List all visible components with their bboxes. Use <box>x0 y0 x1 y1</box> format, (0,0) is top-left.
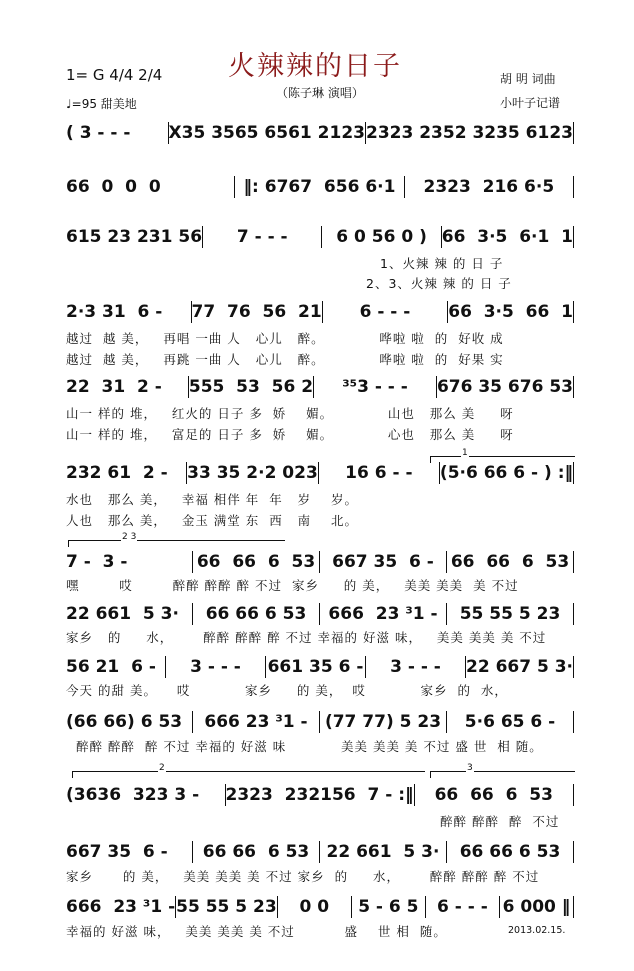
measure: 3 - - - <box>166 656 266 678</box>
measure: (77 77) 5 23 <box>320 711 447 733</box>
singer-credit: （陈子琳 演唱） <box>276 86 364 100</box>
measure: 22 661 5 3· <box>320 841 447 863</box>
composer-credit: 胡 明 词曲 <box>500 72 556 86</box>
notation-row <box>66 226 574 248</box>
notation-row <box>66 122 574 144</box>
measure: 66 66 6 53 <box>447 841 574 863</box>
measure: 66 3·5 6·1 1 <box>441 227 573 247</box>
lyric-line: 山一 样的 堆， 富足的 日子 多 娇 媚。 心也 那么 美 呀 <box>66 427 514 442</box>
measure: 7 - - - <box>203 226 322 248</box>
key-signature: 1= G 4/4 2/4 <box>66 66 163 84</box>
measure: 232 61 2 - <box>66 462 187 484</box>
notation-row <box>66 784 574 806</box>
volta-bracket <box>430 763 575 778</box>
notation-row <box>66 551 574 573</box>
lyric-line: 家乡 的 美， 美美 美美 美 不过 家乡 的 水， 醉醉 醉醉 醉 不过 <box>66 869 540 884</box>
volta-bracket <box>72 763 425 778</box>
measure: 667 35 6 - <box>320 551 447 573</box>
volta-label: 2 3 <box>122 532 137 542</box>
notation-row <box>66 176 574 198</box>
measure: 66 66 6 53 <box>415 784 575 806</box>
measure: 66 0 0 0 <box>66 176 235 198</box>
transcriber-credit: 小叶子记谱 <box>500 96 561 110</box>
measure: 55 55 5 23 <box>176 897 277 917</box>
song-title: 火辣辣的日子 <box>228 51 402 82</box>
measure: 6 - - - <box>426 896 500 918</box>
measure: 66 66 6 53 <box>193 603 320 625</box>
measure: 22 31 2 - <box>66 376 189 398</box>
measure: 666 23 ³1 - <box>66 897 176 917</box>
volta-label: 2 <box>159 763 165 773</box>
lyric-line: 今天 的甜 美。 哎 家乡 的 美， 哎 家乡 的 水， <box>66 683 508 698</box>
lyric-line: 水也 那么 美， 幸福 相伴 年 年 岁 岁。 <box>66 492 359 507</box>
notation-row <box>66 896 574 918</box>
measure: 16 6 - - <box>319 462 440 484</box>
measure: 56 21 6 - <box>66 656 166 678</box>
measure: (3636 323 3 - <box>66 784 226 806</box>
measure: 22 661 5 3· <box>66 603 193 625</box>
measure: ‖: 6767 656 6·1 <box>235 176 404 198</box>
measure: 22 667 5 3· <box>466 657 574 677</box>
measure: 6 000 ‖ <box>500 896 574 918</box>
lyric-line: 家乡 的 水， 醉醉 醉醉 醉 不过 幸福的 好滋 味， 美美 美美 美 不过 <box>66 630 547 645</box>
measure: 66 66 6 53 <box>193 551 320 573</box>
measure: 6 - - - <box>323 301 449 323</box>
measure: 66 3·5 66 1 <box>448 302 574 322</box>
measure: 2323 232156 7 - :‖ <box>225 785 414 805</box>
measure: 666 23 ³1 - <box>193 711 320 733</box>
measure: X35 3565 6561 2123 <box>168 123 365 143</box>
lyric-line: 醉醉 醉醉 醉 不过 <box>440 814 560 829</box>
volta-bracket <box>68 532 285 547</box>
lyric-line: 越过 越 美， 再跳 一曲 人 心儿 醉。 哗啦 啦 的 好果 实 <box>66 352 504 367</box>
volta-label: 3 <box>467 763 473 773</box>
lyric-line: 2、3、火辣 辣 的 日 子 <box>366 276 512 291</box>
volta-bracket <box>430 448 575 463</box>
notation-row <box>66 301 574 323</box>
measure: 5·6 65 6 - <box>447 711 574 733</box>
notation-row <box>66 603 574 625</box>
lyric-line: 越过 越 美， 再唱 一曲 人 心儿 醉。 哗啦 啦 的 好收 成 <box>66 331 504 346</box>
lyric-line: 山一 样的 堆， 红火的 日子 多 娇 媚。 山也 那么 美 呀 <box>66 406 514 421</box>
notation-row <box>66 462 574 484</box>
measure: (66 66) 6 53 <box>66 711 193 733</box>
measure: ( 3 - - - <box>66 122 169 144</box>
notation-row <box>66 711 574 733</box>
measure: 555 53 56 2 <box>188 377 314 397</box>
measure: 7 - 3 - <box>66 551 193 573</box>
measure: 66 66 6 53 <box>447 551 574 573</box>
measure: (5·6 66 6 - ) :‖ <box>439 463 574 483</box>
measure: 5 - 6 5 <box>352 896 426 918</box>
tempo-marking: ♩=95 甜美地 <box>66 97 137 111</box>
measure: 33 35 2·2 023 <box>187 463 318 483</box>
notation-row <box>66 376 574 398</box>
lyric-line: 人也 那么 美， 金玉 满堂 东 西 南 北。 <box>66 513 359 528</box>
measure: 2323 2352 3235 6123 <box>365 123 573 143</box>
notation-row <box>66 841 574 863</box>
lyric-line: 醉醉 醉醉 醉 不过 幸福的 好滋 味 美美 美美 美 不过 盛 世 相 随。 <box>66 739 543 754</box>
measure: 661 35 6 - <box>266 656 366 678</box>
lyric-line: 幸福的 好滋 味， 美美 美美 美 不过 盛 世 相 随。 <box>66 924 447 939</box>
measure: 667 35 6 - <box>66 841 193 863</box>
measure: 2·3 31 6 - <box>66 301 192 323</box>
date-stamp: 2013.02.15. <box>508 925 566 936</box>
measure: ³⁵3 - - - <box>314 376 437 398</box>
measure: 2323 216 6·5 <box>405 176 574 198</box>
measure: 3 - - - <box>366 656 466 678</box>
volta-label: 1 <box>462 448 468 458</box>
lyric-line: 嘿 哎 醉醉 醉醉 醉 不过 家乡 的 美， 美美 美美 美 不过 <box>66 578 519 593</box>
measure: 77 76 56 21 <box>191 302 322 322</box>
measure: 6 0 56 0 ) <box>322 226 441 248</box>
measure: 615 23 231 56 <box>66 227 203 247</box>
measure: 55 55 5 23 <box>447 603 574 625</box>
measure: 676 35 676 53 <box>436 377 573 397</box>
notation-row <box>66 656 574 678</box>
measure: 0 0 <box>278 896 352 918</box>
measure: 66 66 6 53 <box>193 841 320 863</box>
measure: 666 23 ³1 - <box>320 603 447 625</box>
lyric-line: 1、火辣 辣 的 日 子 <box>380 256 504 271</box>
